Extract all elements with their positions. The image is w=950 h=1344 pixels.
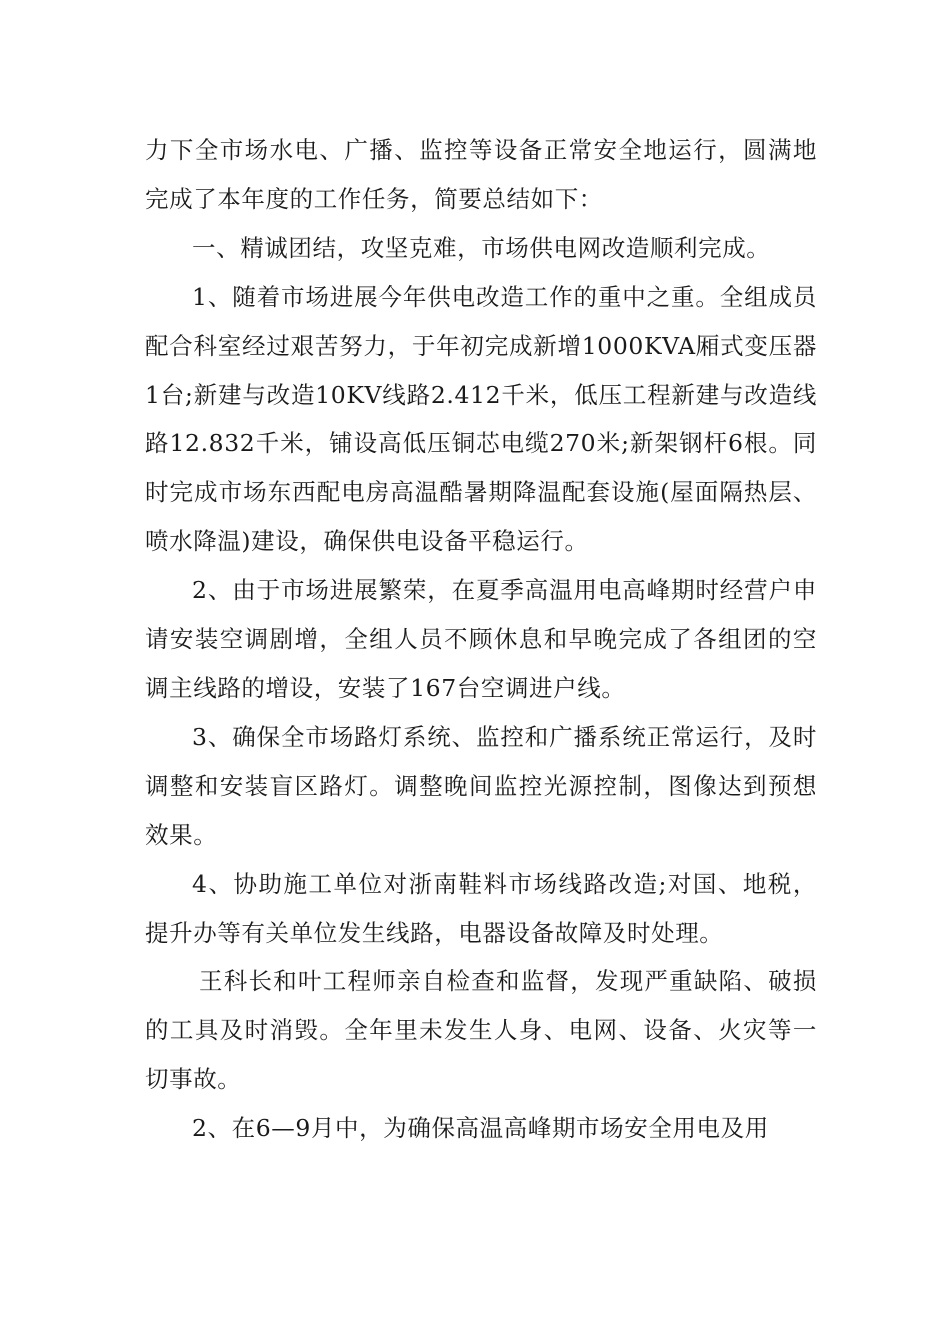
- paragraph-item-3: 3、确保全市场路灯系统、监控和广播系统正常运行，及时调整和安装盲区路灯。调整晚间监控光源控制，图像达到预想效果。: [145, 722, 817, 849]
- paragraph-intro-continuation: 力下全市场水电、广播、监控等设备正常安全地运行，圆满地完成了本年度的工作任务，简要总结如下：: [145, 136, 817, 213]
- paragraph-item-4: 4、协助施工单位对浙南鞋料市场线路改造;对国、地税，提升办等有关单位发生线路，电器设备故障及时处理。: [145, 869, 817, 947]
- document-body: [145, 126, 817, 1153]
- paragraph-item-2: 2、由于市场进展繁荣，在夏季高温用电高峰期时经营户申请安装空调剧增，全组人员不顾休息和早晚完成了各组团的空调主线路的增设，安装了167台空调进户线。: [145, 576, 817, 702]
- section-heading-1: 一、精诚团结，攻坚克难，市场供电网改造顺利完成。: [192, 233, 771, 262]
- paragraph-safety: 王科长和叶工程师亲自检查和监督，发现严重缺陷、破损的工具及时消毁。全年里未发生人身、电网、设备、火灾等一切事故。: [145, 967, 817, 1094]
- paragraph-item-1: 1、随着市场进展今年供电改造工作的重中之重。全组成员配合科室经过艰苦努力，于年初完成新增1000KVA厢式变压器1台;新建与改造10KV线路2.412千米，低压工程新建与改造线路12.832千米，铺设高低压铜芯电缆270米;新架钢杆6根。同时完成市场东西配电房高温酷暑期降温配套设施(屋面隔热层、喷水降温)建设，确保供电设备平稳运行。: [145, 282, 817, 556]
- paragraph-item-2b: 2、在6—9月中，为确保高温高峰期市场安全用电及用: [192, 1114, 769, 1143]
